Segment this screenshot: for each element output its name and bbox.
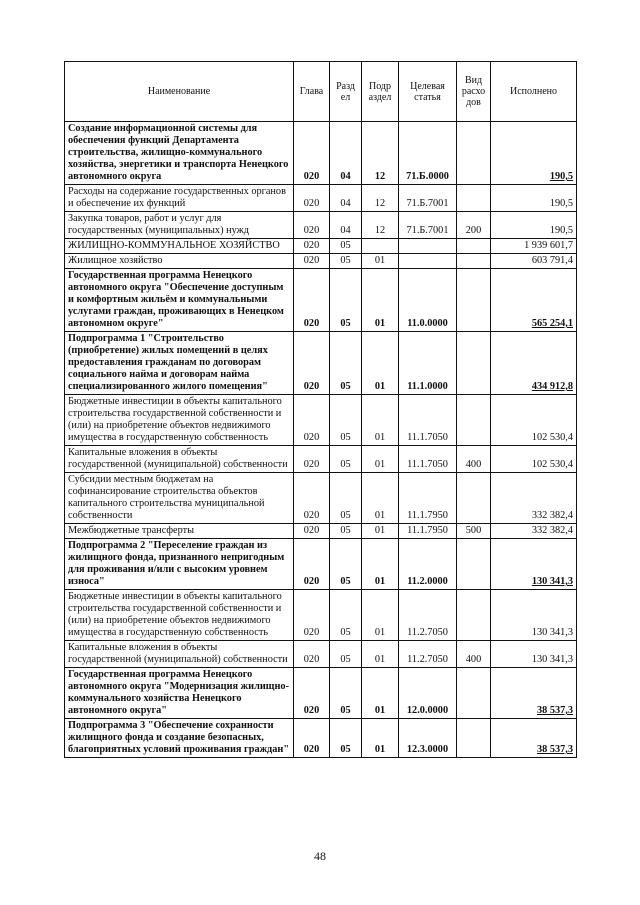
cell-vid (457, 719, 491, 758)
cell-ispolneno: 603 791,4 (491, 254, 577, 269)
cell-razdel: 04 (330, 122, 362, 185)
cell-ispolneno: 130 341,3 (491, 590, 577, 641)
header-podrazdel: Подр аздел (362, 62, 399, 122)
cell-razdel: 05 (330, 590, 362, 641)
cell-razdel: 05 (330, 473, 362, 524)
cell-podrazdel (362, 239, 399, 254)
cell-ispolneno: 38 537,3 (491, 668, 577, 719)
table-body (65, 122, 577, 758)
cell-name: Капитальные вложения в объекты государственной (муниципальной) собственности (65, 446, 294, 473)
table-row (65, 212, 577, 239)
cell-vid (457, 239, 491, 254)
cell-podrazdel: 01 (362, 641, 399, 668)
cell-glava: 020 (294, 719, 330, 758)
table-row (65, 332, 577, 395)
cell-vid (457, 122, 491, 185)
table-row (65, 269, 577, 332)
cell-razdel: 05 (330, 446, 362, 473)
cell-vid (457, 668, 491, 719)
cell-vid (457, 539, 491, 590)
cell-ispolneno: 102 530,4 (491, 395, 577, 446)
cell-podrazdel: 01 (362, 332, 399, 395)
cell-statya: 12.0.0000 (399, 668, 457, 719)
cell-statya: 71.Б.0000 (399, 122, 457, 185)
cell-statya: 71.Б.7001 (399, 185, 457, 212)
table-row (65, 239, 577, 254)
cell-statya: 11.2.0000 (399, 539, 457, 590)
cell-name: ЖИЛИЩНО-КОММУНАЛЬНОЕ ХОЗЯЙСТВО (65, 239, 294, 254)
table-row (65, 590, 577, 641)
cell-vid (457, 473, 491, 524)
table-row (65, 719, 577, 758)
cell-ispolneno: 102 530,4 (491, 446, 577, 473)
cell-vid (457, 332, 491, 395)
cell-glava: 020 (294, 122, 330, 185)
cell-vid: 400 (457, 641, 491, 668)
cell-statya: 11.2.7050 (399, 590, 457, 641)
cell-razdel: 05 (330, 539, 362, 590)
cell-name: Субсидии местным бюджетам на софинансирование строительства объектов капитального строительства муниципальной собственности (65, 473, 294, 524)
cell-name: Бюджетные инвестиции в объекты капитального строительства государственной собственности и (или) на приобретение объектов недвижимого имущества в государственную собственность (65, 395, 294, 446)
cell-statya: 11.1.7050 (399, 446, 457, 473)
cell-ispolneno: 190,5 (491, 212, 577, 239)
cell-vid (457, 185, 491, 212)
cell-name: Подпрограмма 1 "Строительство (приобретение) жилых помещений в целях предоставления гражданам по договорам социального найма и договорам найма специализированного жилого помещения" (65, 332, 294, 395)
header-ispolneno: Исполнено (491, 62, 577, 122)
cell-name: Закупка товаров, работ и услуг для государственных (муниципальных) нужд (65, 212, 294, 239)
cell-glava: 020 (294, 395, 330, 446)
cell-vid (457, 254, 491, 269)
table-row (65, 668, 577, 719)
cell-podrazdel: 01 (362, 590, 399, 641)
cell-vid: 200 (457, 212, 491, 239)
cell-glava: 020 (294, 524, 330, 539)
cell-ispolneno: 130 341,3 (491, 539, 577, 590)
cell-razdel: 05 (330, 239, 362, 254)
cell-razdel: 05 (330, 269, 362, 332)
page-number: 48 (314, 849, 326, 863)
cell-statya: 11.1.7950 (399, 524, 457, 539)
cell-podrazdel: 01 (362, 719, 399, 758)
cell-ispolneno: 1 939 601,7 (491, 239, 577, 254)
cell-ispolneno: 190,5 (491, 185, 577, 212)
cell-podrazdel: 12 (362, 185, 399, 212)
header-row (65, 62, 577, 122)
cell-razdel: 05 (330, 719, 362, 758)
cell-statya: 11.2.7050 (399, 641, 457, 668)
cell-podrazdel: 01 (362, 668, 399, 719)
cell-glava: 020 (294, 239, 330, 254)
header-name: Наименование (65, 62, 294, 122)
cell-podrazdel: 12 (362, 212, 399, 239)
cell-glava: 020 (294, 212, 330, 239)
cell-statya: 11.1.7050 (399, 395, 457, 446)
cell-name: Создание информационной системы для обеспечения функций Департамента строительства, жилищно-коммунального хозяйства, энергетики и транспорта Ненецкого автономного округа (65, 122, 294, 185)
cell-glava: 020 (294, 332, 330, 395)
cell-ispolneno: 332 382,4 (491, 473, 577, 524)
cell-podrazdel: 01 (362, 254, 399, 269)
cell-vid: 500 (457, 524, 491, 539)
cell-statya: 11.1.0000 (399, 332, 457, 395)
cell-podrazdel: 01 (362, 539, 399, 590)
cell-glava: 020 (294, 641, 330, 668)
cell-name: Расходы на содержание государственных органов и обеспечение их функций (65, 185, 294, 212)
header-statya: Целевая статья (399, 62, 457, 122)
cell-name: Жилищное хозяйство (65, 254, 294, 269)
header-vid: Вид расхо дов (457, 62, 491, 122)
table-row (65, 185, 577, 212)
cell-vid (457, 395, 491, 446)
cell-glava: 020 (294, 185, 330, 212)
cell-ispolneno: 565 254,1 (491, 269, 577, 332)
cell-razdel: 05 (330, 668, 362, 719)
cell-razdel: 05 (330, 641, 362, 668)
cell-razdel: 04 (330, 185, 362, 212)
budget-table (64, 61, 577, 758)
cell-name: Подпрограмма 2 "Переселение граждан из жилищного фонда, признанного непригодным для проживания и/или с высоким уровнем износа" (65, 539, 294, 590)
cell-glava: 020 (294, 446, 330, 473)
cell-name: Бюджетные инвестиции в объекты капитального строительства государственной собственности и (или) на приобретение объектов недвижимого имущества в государственную собственность (65, 590, 294, 641)
cell-statya: 11.1.7950 (399, 473, 457, 524)
cell-podrazdel: 01 (362, 446, 399, 473)
cell-statya: 12.3.0000 (399, 719, 457, 758)
cell-ispolneno: 332 382,4 (491, 524, 577, 539)
header-glava: Глава (294, 62, 330, 122)
cell-name: Капитальные вложения в объекты государственной (муниципальной) собственности (65, 641, 294, 668)
cell-podrazdel: 01 (362, 395, 399, 446)
cell-razdel: 05 (330, 395, 362, 446)
cell-ispolneno: 38 537,3 (491, 719, 577, 758)
cell-glava: 020 (294, 473, 330, 524)
cell-name: Государственная программа Ненецкого автономного округа "Обеспечение доступным и комфортным жильём и коммунальными услугами граждан, проживающих в Ненецком автономном округе" (65, 269, 294, 332)
cell-name: Подпрограмма 3 "Обеспечение сохранности жилищного фонда и создание безопасных, благоприятных условий проживания граждан" (65, 719, 294, 758)
cell-glava: 020 (294, 254, 330, 269)
cell-ispolneno: 434 912,8 (491, 332, 577, 395)
cell-glava: 020 (294, 269, 330, 332)
cell-statya: 11.0.0000 (399, 269, 457, 332)
cell-razdel: 05 (330, 524, 362, 539)
cell-name: Государственная программа Ненецкого автономного округа "Модернизация жилищно-коммунального хозяйства Ненецкого автономного округа" (65, 668, 294, 719)
cell-statya: 71.Б.7001 (399, 212, 457, 239)
cell-vid (457, 590, 491, 641)
table-row (65, 539, 577, 590)
cell-podrazdel: 01 (362, 269, 399, 332)
table-row (65, 395, 577, 446)
table-row (65, 254, 577, 269)
cell-razdel: 05 (330, 254, 362, 269)
cell-glava: 020 (294, 668, 330, 719)
header-razdel: Разд ел (330, 62, 362, 122)
cell-statya (399, 239, 457, 254)
cell-ispolneno: 130 341,3 (491, 641, 577, 668)
cell-ispolneno: 190,5 (491, 122, 577, 185)
cell-statya (399, 254, 457, 269)
cell-name: Межбюджетные трансферты (65, 524, 294, 539)
table-row (65, 524, 577, 539)
table-row (65, 641, 577, 668)
cell-razdel: 04 (330, 212, 362, 239)
cell-podrazdel: 01 (362, 473, 399, 524)
cell-podrazdel: 01 (362, 524, 399, 539)
cell-glava: 020 (294, 539, 330, 590)
cell-glava: 020 (294, 590, 330, 641)
cell-razdel: 05 (330, 332, 362, 395)
cell-vid: 400 (457, 446, 491, 473)
table-row (65, 446, 577, 473)
table-row (65, 473, 577, 524)
table-row (65, 122, 577, 185)
cell-vid (457, 269, 491, 332)
cell-podrazdel: 12 (362, 122, 399, 185)
